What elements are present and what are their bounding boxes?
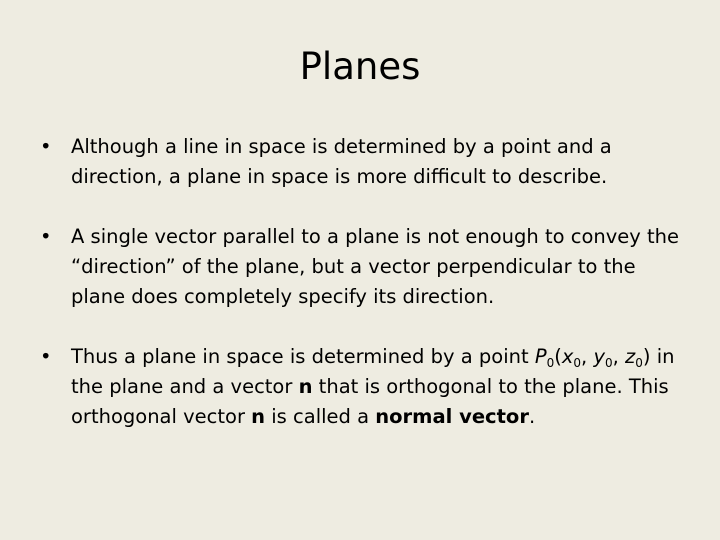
bullet-item-line-vs-plane <box>40 132 680 192</box>
comma-separator: , <box>612 345 626 368</box>
text-segment: is called a <box>265 405 376 428</box>
bullet-icon: • <box>40 225 52 248</box>
bullet-item-normal-vector <box>40 342 680 432</box>
text-segment: in the plane and a vector <box>71 345 675 398</box>
slide-title: Planes <box>299 45 421 88</box>
open-paren: ( <box>554 345 562 368</box>
bullet-item-vector-direction <box>40 222 680 312</box>
coordinate-z: z <box>625 345 636 368</box>
normal-vector-term: normal vector <box>375 405 529 428</box>
coordinate-y: y <box>593 345 605 368</box>
comma-separator: , <box>581 345 594 368</box>
bullet-text <box>71 345 675 428</box>
text-segment: that is orthogonal to the plane. This orthogonal vector <box>71 375 669 428</box>
vector-n-bold: n <box>251 405 266 428</box>
bullet-list <box>40 132 680 432</box>
coordinate-x: x <box>561 345 574 368</box>
subscript-zero: 0 <box>546 356 555 370</box>
vector-n-bold: n <box>298 375 313 398</box>
text-segment: Thus a plane in space is determined by a point <box>71 345 535 368</box>
bullet-icon: • <box>40 345 52 368</box>
period: . <box>528 405 536 428</box>
subscript-zero: 0 <box>635 356 643 370</box>
bullet-text: A single vector parallel to a plane is not enough to convey the “direction” of the plane, but a vector perpendicular to the plane does completely specify its direction. <box>71 225 680 308</box>
subscript-zero: 0 <box>573 356 582 370</box>
bullet-text: Although a line in space is determined by a point and a direction, a plane in space is more difficult to describe. <box>71 135 612 188</box>
bullet-icon: • <box>40 135 52 158</box>
close-paren: ) <box>642 345 651 368</box>
subscript-zero: 0 <box>604 356 613 370</box>
point-p-label: P <box>534 345 547 368</box>
